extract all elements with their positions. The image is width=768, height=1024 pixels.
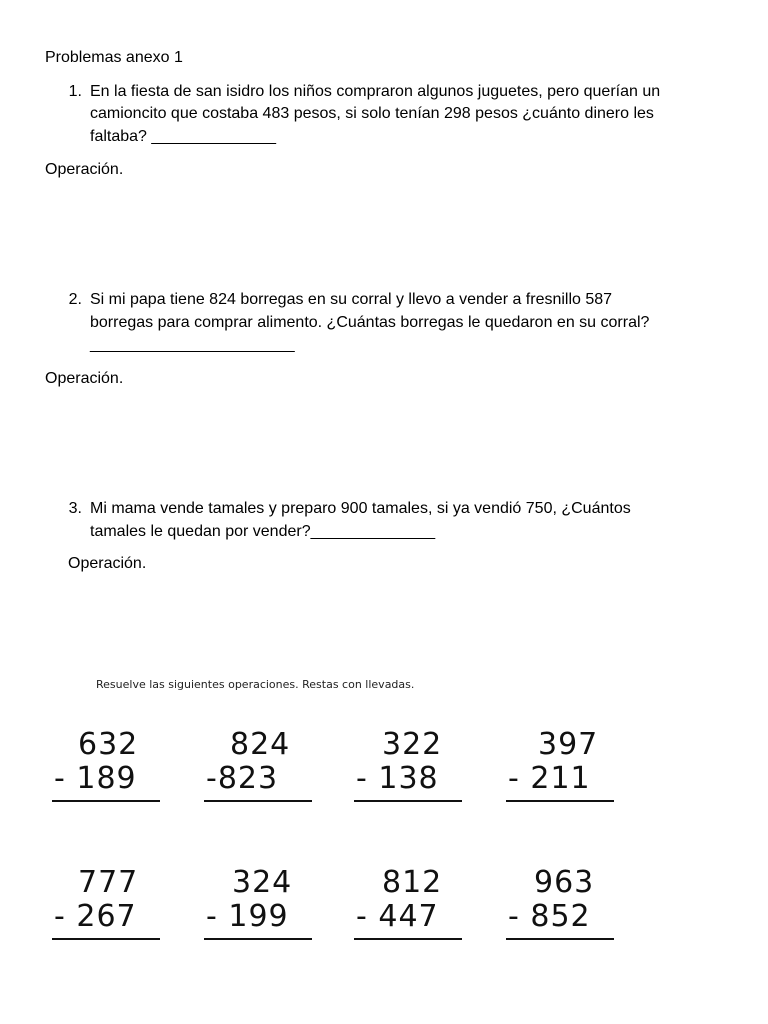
exercise-instruction: Resuelve las siguientes operaciones. Restas con llevadas. (96, 678, 415, 691)
minuend: 824 (230, 727, 291, 762)
subtraction-problem (506, 866, 614, 940)
subtraction-problem (52, 866, 160, 940)
operation-label: Operación. (45, 161, 124, 178)
minuend: 963 (534, 865, 595, 900)
problem-text-line: _______________________ (90, 336, 295, 353)
subtrahend: - 189 (54, 761, 137, 796)
problem-text-line: Mi mama vende tamales y preparo 900 tamales, si ya vendió 750, ¿Cuántos (90, 500, 631, 517)
subtraction-problem (52, 728, 160, 802)
subtraction-problem (204, 728, 312, 802)
problem-number: 2. (68, 291, 82, 308)
answer-line (52, 800, 160, 802)
problem-text-line: Si mi papa tiene 824 borregas en su corral y llevo a vender a fresnillo 587 (90, 291, 613, 308)
answer-line (354, 800, 462, 802)
answer-line (506, 800, 614, 802)
subtrahend: - 211 (508, 761, 591, 796)
problem-text-line: faltaba? ______________ (90, 128, 276, 145)
subtrahend: - 447 (356, 899, 439, 934)
page-title: Problemas anexo 1 (45, 49, 183, 66)
answer-line (204, 800, 312, 802)
answer-line (52, 938, 160, 940)
minuend: 324 (232, 865, 293, 900)
subtrahend: - 138 (356, 761, 439, 796)
subtraction-problem (354, 866, 462, 940)
answer-line (354, 938, 462, 940)
subtraction-problem (204, 866, 312, 940)
problem-text-line: camioncito que costaba 483 pesos, si solo tenían 298 pesos ¿cuánto dinero les (90, 105, 654, 122)
minuend: 322 (382, 727, 443, 762)
subtrahend: - 199 (206, 899, 289, 934)
answer-line (204, 938, 312, 940)
answer-line (506, 938, 614, 940)
subtrahend: -823 (206, 761, 279, 796)
subtrahend: - 852 (508, 899, 591, 934)
problem-number: 1. (68, 83, 82, 100)
operation-label: Operación. (68, 555, 147, 572)
problem-text-line: borregas para comprar alimento. ¿Cuántas borregas le quedaron en su corral? (90, 314, 650, 331)
operation-label: Operación. (45, 370, 124, 387)
subtrahend: - 267 (54, 899, 137, 934)
problem-number: 3. (68, 500, 82, 517)
problem-text-line: En la fiesta de san isidro los niños compraron algunos juguetes, pero querían un (90, 83, 661, 100)
subtraction-problem (354, 728, 462, 802)
minuend: 812 (382, 865, 443, 900)
problem-text-line: tamales le quedan por vender?______________ (90, 523, 436, 540)
minuend: 777 (78, 865, 139, 900)
subtraction-problem (506, 728, 614, 802)
minuend: 397 (538, 727, 599, 762)
minuend: 632 (78, 727, 139, 762)
